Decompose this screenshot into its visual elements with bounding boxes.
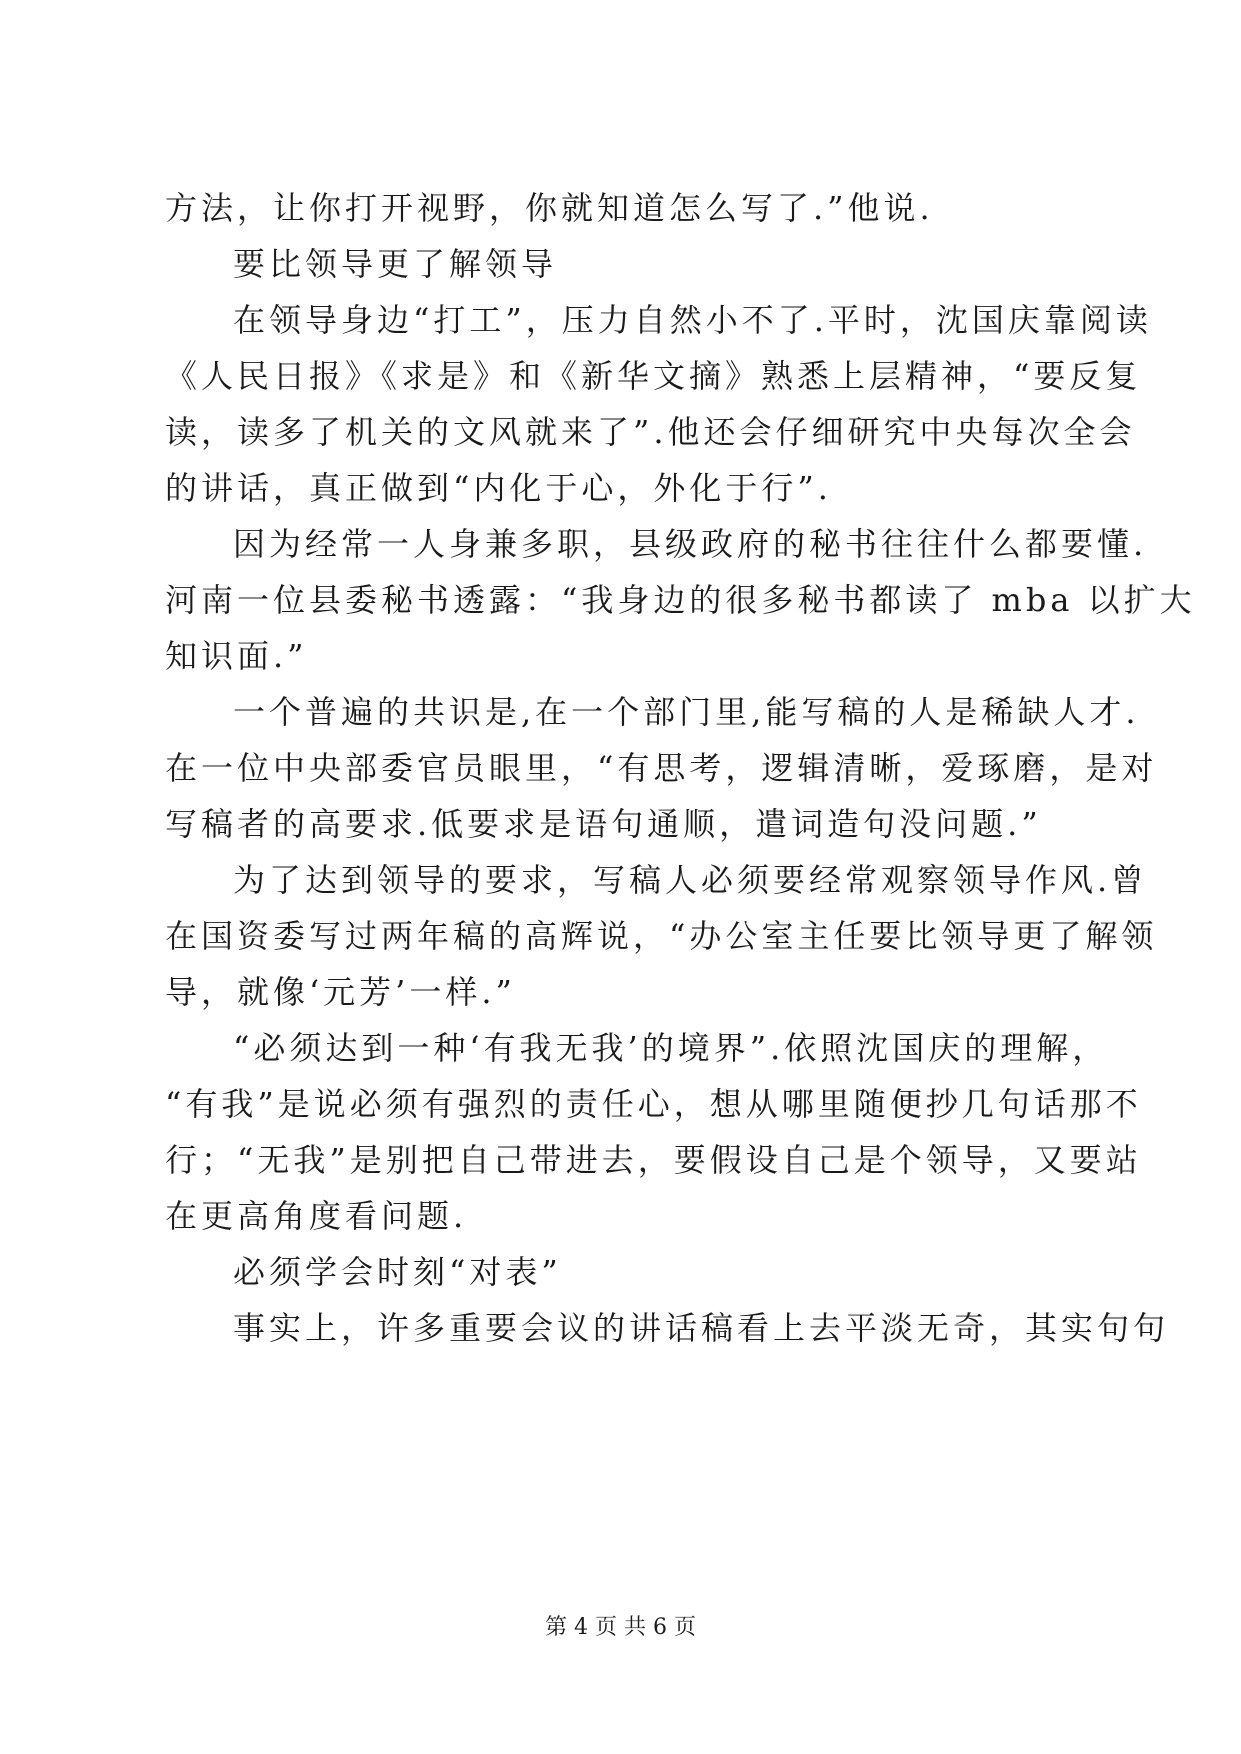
text-line: 知识面.” bbox=[165, 637, 308, 675]
text-line: 必须学会时刻“对表” bbox=[233, 1253, 562, 1291]
document-body bbox=[165, 180, 1196, 1356]
text-line: 《人民日报》《求是》和《新华文摘》熟悉上层精神，“要反复 bbox=[165, 357, 1142, 395]
text-line: 读，读多了机关的文风就来了”.他还会仔细研究中央每次全会 bbox=[165, 413, 1136, 451]
text-line: “必须达到一种‘有我无我’的境界”.依照沈国庆的理解， bbox=[233, 1029, 1109, 1067]
page-number-footer: 第 4 页 共 6 页 bbox=[545, 1615, 696, 1640]
text-line: 在一位中央部委官员眼里，“有思考，逻辑清晰，爱琢磨，是对 bbox=[165, 749, 1158, 787]
text-line: “有我”是说必须有强烈的责任心，想从哪里随便抄几句话那不 bbox=[165, 1085, 1142, 1123]
text-line: 要比领导更了解领导 bbox=[233, 245, 558, 283]
text-line: 在领导身边“打工”，压力自然小不了.平时，沈国庆靠阅读 bbox=[233, 301, 1152, 339]
text-line: 在国资委写过两年稿的高辉说，“办公室主任要比领导更了解领 bbox=[165, 917, 1158, 955]
text-line: 行；“无我”是别把自己带进去，要假设自己是个领导，又要站 bbox=[165, 1141, 1142, 1179]
text-line: 写稿者的高要求.低要求是语句通顺，遣词造句没问题.” bbox=[165, 805, 1042, 843]
text-line: 河南一位县委秘书透露：“我身边的很多秘书都读了 mba 以扩大 bbox=[165, 581, 1196, 619]
text-line: 的讲话，真正做到“内化于心，外化于行”. bbox=[165, 469, 832, 507]
text-line: 为了达到领导的要求，写稿人必须要经常观察领导作风.曾 bbox=[233, 861, 1148, 899]
text-line: 方法，让你打开视野，你就知道怎么写了.”他说. bbox=[165, 189, 934, 227]
text-line: 事实上，许多重要会议的讲话稿看上去平淡无奇，其实句句 bbox=[233, 1309, 1170, 1347]
text-line: 在更高角度看问题. bbox=[165, 1197, 468, 1235]
text-line: 导，就像‘元芳’一样.” bbox=[165, 973, 516, 1011]
text-line: 一个普遍的共识是,在一个部门里,能写稿的人是稀缺人才. bbox=[233, 693, 1140, 731]
text-line: 因为经常一人身兼多职，县级政府的秘书往往什么都要懂. bbox=[233, 525, 1148, 563]
